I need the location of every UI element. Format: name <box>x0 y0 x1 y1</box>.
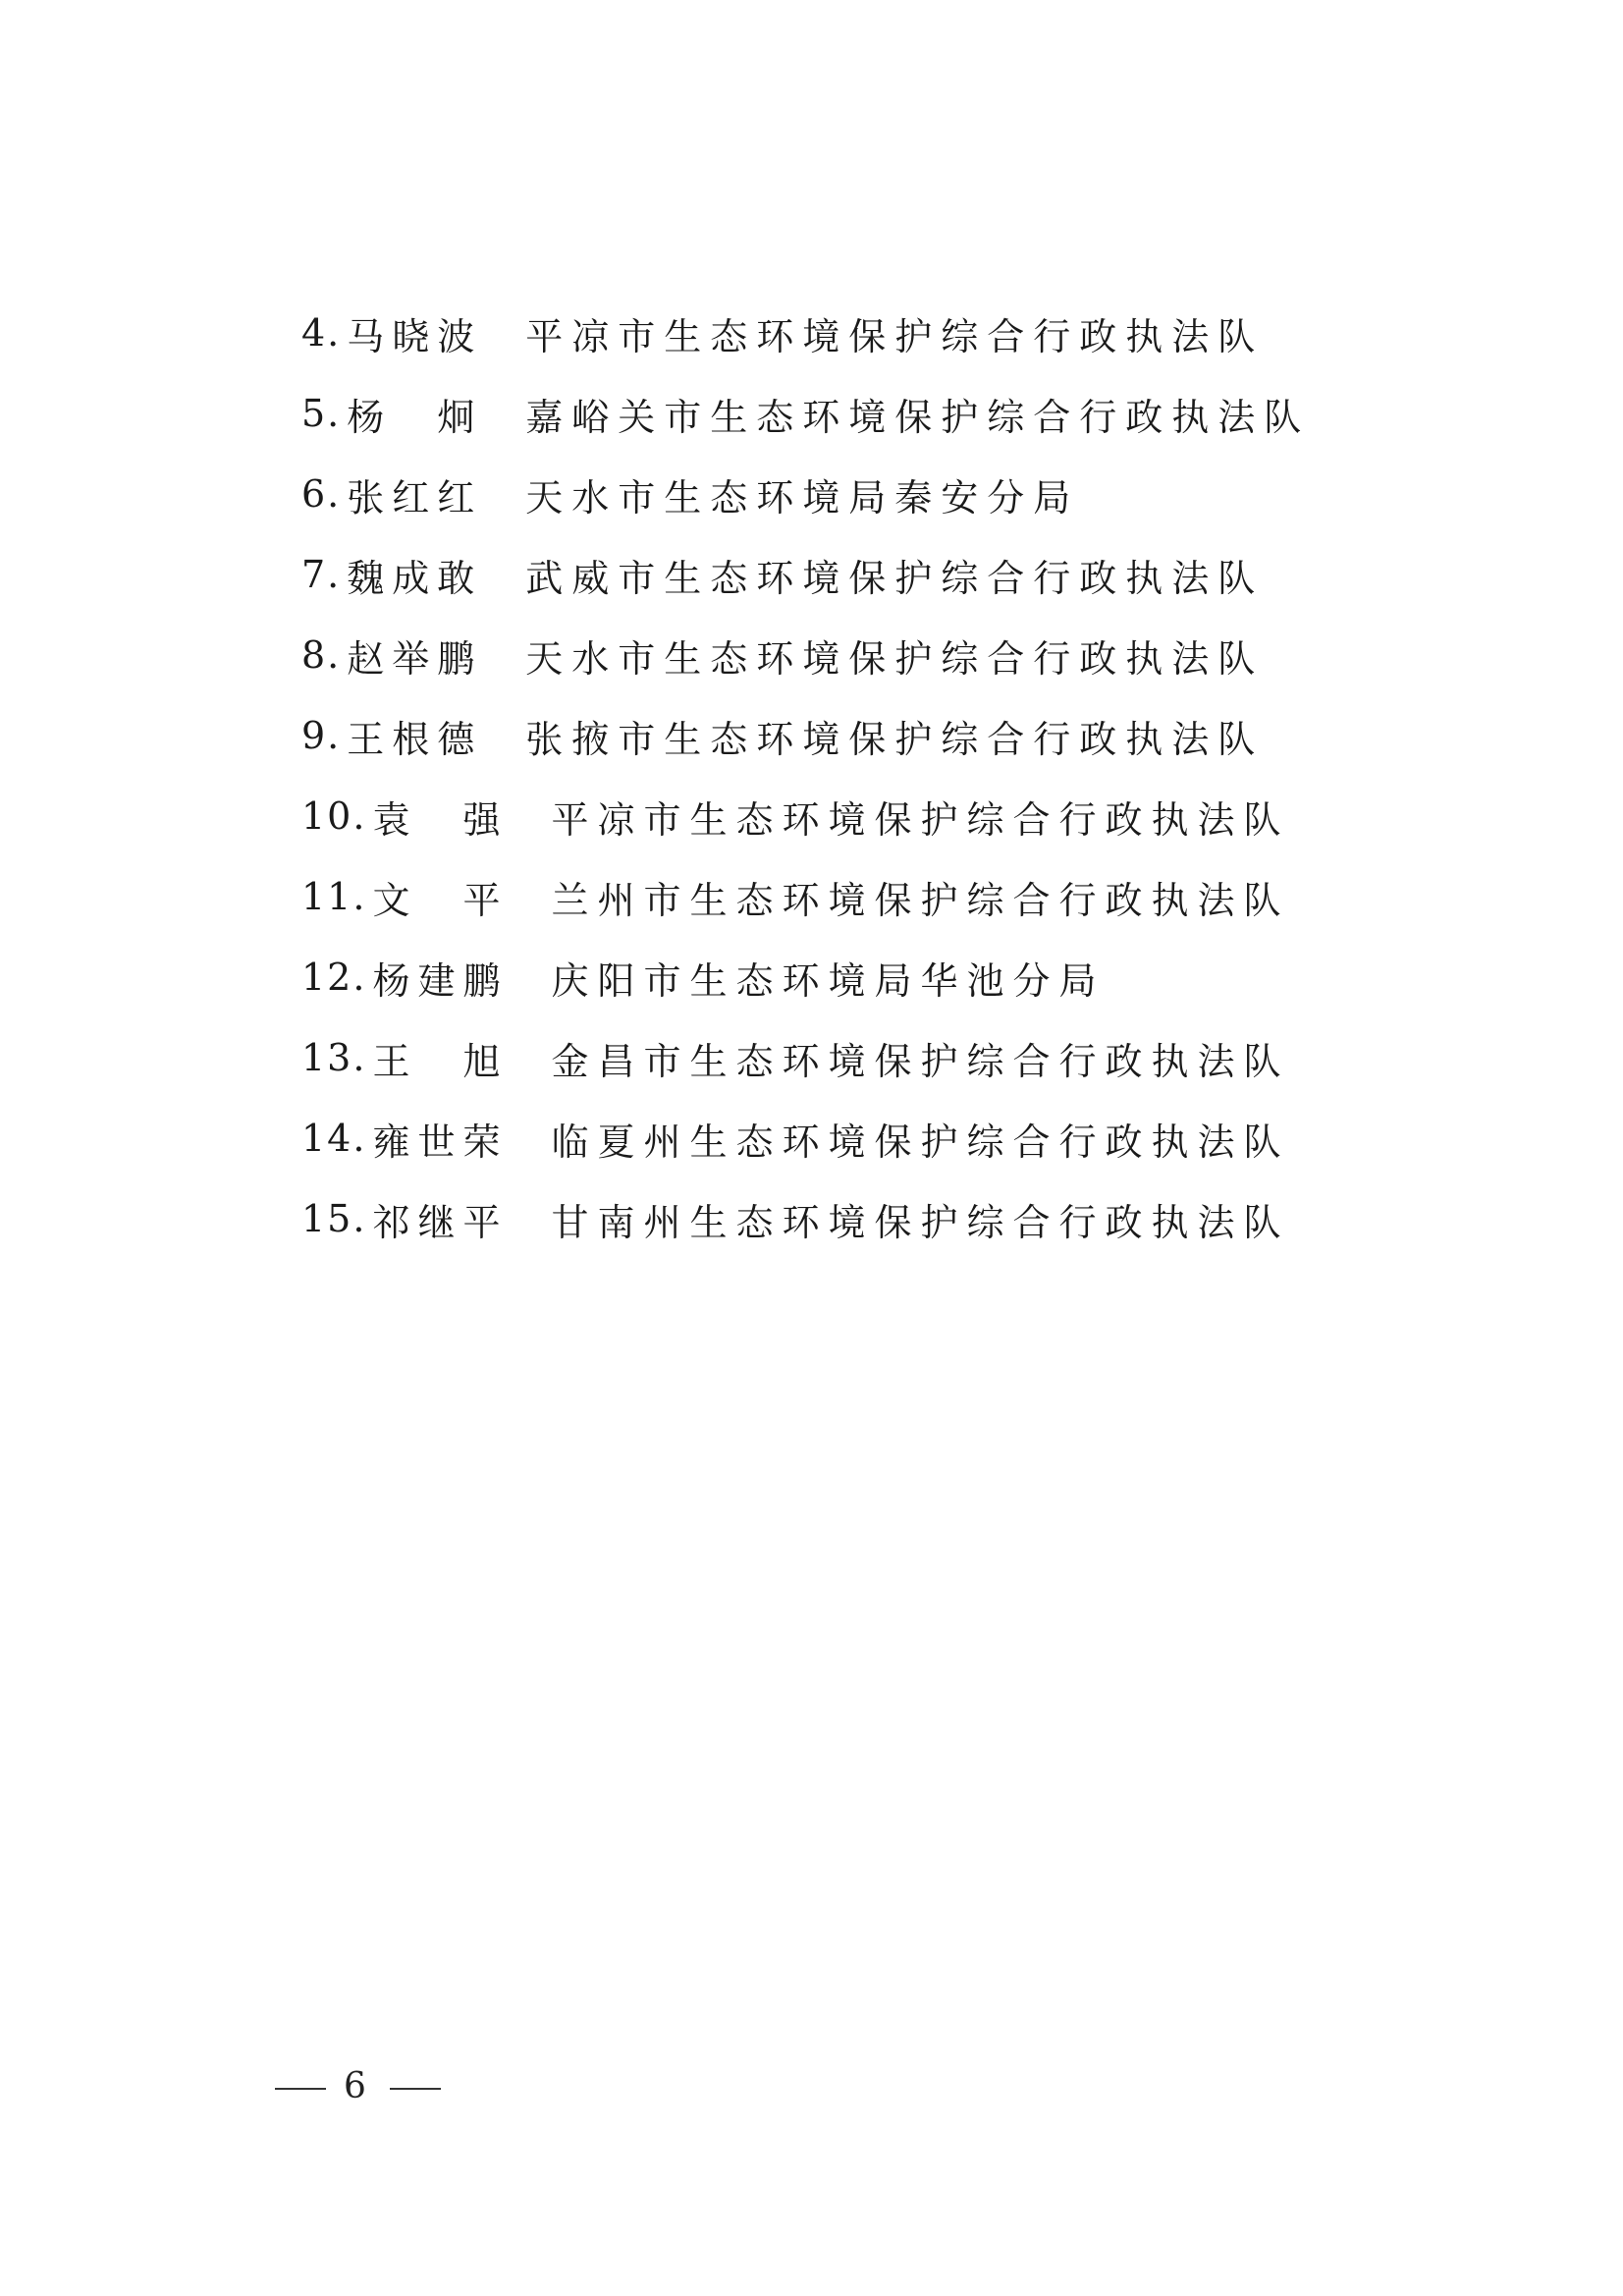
item-number: 14. <box>301 1117 367 1160</box>
page-footer <box>257 2066 459 2106</box>
list-item <box>301 293 1310 373</box>
item-number: 9. <box>301 714 342 757</box>
footer-dash-left <box>275 2088 326 2090</box>
person-name: 祁继平 <box>372 1200 509 1244</box>
work-unit: 天水市生态环境保护综合行政执法队 <box>525 636 1265 681</box>
person-name: 赵举鹏 <box>347 636 483 681</box>
item-number: 6. <box>301 472 342 516</box>
item-number: 13. <box>301 1036 367 1079</box>
person-name: 袁 强 <box>372 797 509 842</box>
person-name: 王根德 <box>347 717 483 761</box>
list-item <box>301 856 1310 937</box>
work-unit: 天水市生态环境局秦安分局 <box>525 475 1080 519</box>
work-unit: 庆阳市生态环境局华池分局 <box>551 958 1106 1003</box>
list-item <box>301 1098 1310 1178</box>
person-name: 文 平 <box>372 878 509 922</box>
item-number: 7. <box>301 553 342 596</box>
list-item <box>301 534 1310 615</box>
list-item <box>301 615 1310 695</box>
work-unit: 甘南州生态环境保护综合行政执法队 <box>551 1200 1290 1244</box>
person-name: 王 旭 <box>372 1039 509 1083</box>
item-number: 4. <box>301 311 342 355</box>
person-name: 马晓波 <box>347 314 483 358</box>
item-number: 12. <box>301 956 367 999</box>
list-item <box>301 1178 1310 1259</box>
item-number: 5. <box>301 392 342 435</box>
list-item <box>301 1017 1310 1098</box>
list-item <box>301 776 1310 856</box>
list-item <box>301 373 1310 454</box>
work-unit: 临夏州生态环境保护综合行政执法队 <box>551 1120 1290 1164</box>
work-unit: 嘉峪关市生态环境保护综合行政执法队 <box>525 395 1311 439</box>
person-name: 张红红 <box>347 475 483 519</box>
list-item <box>301 454 1310 534</box>
person-name: 魏成敢 <box>347 556 483 600</box>
footer-dash-right <box>390 2088 441 2090</box>
list-item <box>301 937 1310 1017</box>
list-item <box>301 695 1310 776</box>
work-unit: 张掖市生态环境保护综合行政执法队 <box>525 717 1265 761</box>
personnel-list <box>301 293 1310 1259</box>
person-name: 杨建鹏 <box>372 958 509 1003</box>
work-unit: 兰州市生态环境保护综合行政执法队 <box>551 878 1290 922</box>
work-unit: 平凉市生态环境保护综合行政执法队 <box>525 314 1265 358</box>
item-number: 11. <box>301 875 367 918</box>
work-unit: 武威市生态环境保护综合行政执法队 <box>525 556 1265 600</box>
page-number: 6 <box>344 2066 372 2106</box>
item-number: 10. <box>301 794 367 838</box>
work-unit: 金昌市生态环境保护综合行政执法队 <box>551 1039 1290 1083</box>
item-number: 8. <box>301 633 342 677</box>
item-number: 15. <box>301 1197 367 1240</box>
person-name: 雍世荣 <box>372 1120 509 1164</box>
person-name: 杨 炯 <box>347 395 483 439</box>
work-unit: 平凉市生态环境保护综合行政执法队 <box>551 797 1290 842</box>
